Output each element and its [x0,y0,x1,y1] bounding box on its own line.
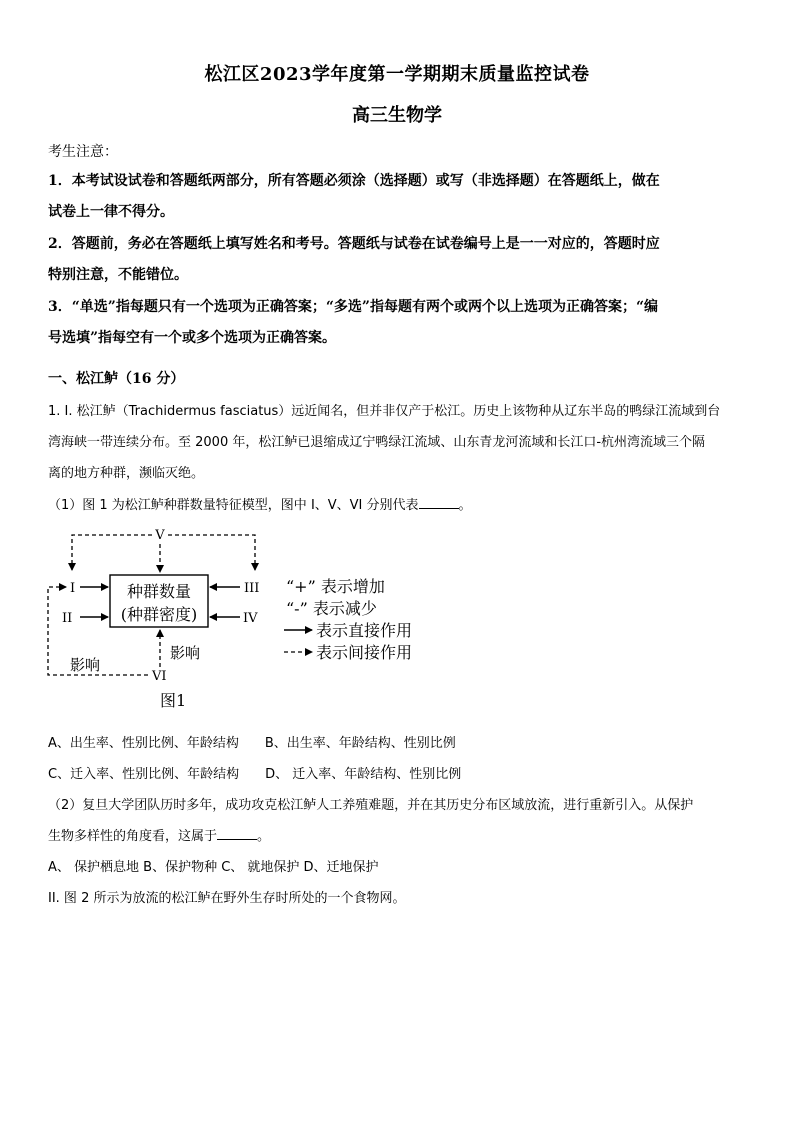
label-iv: IV [243,611,258,626]
exam-title: 松江区2023学年度第一学期期末质量监控试卷 [204,64,590,85]
q2-options: A、 保护栖息地 B、保护物种 C、 就地保护 D、迁地保护 [48,860,379,875]
figure-caption: 图1 [160,691,187,710]
intro-line: 湾海峡一带连续分布。至 2000 年，松江鲈已退缩成辽宁鸭绿江流域、山东青龙河流域和长江口-杭州湾流域三个隔 [48,435,706,450]
influence-label-left: 影响 [70,656,101,674]
question-2-line: （2）复旦大学团队历时多年，成功攻克松江鲈人工养殖难题，并在其历史分布区域放流，进行重新引入。从保护 [48,798,694,813]
question-1 [48,494,748,513]
label-ii: II [62,611,73,626]
intro-line: 1. I. 松江鲈（Trachidermus fasciatus）远近闻名，但并非仅产于松江。历史上该物种从辽东半岛的鸭绿江流域到台 [48,404,721,419]
influence-label-bottom: 影响 [170,644,201,662]
label-vi: VI [152,669,167,684]
question-2-line2 [48,825,748,844]
notice-item: 2．答题前，务必在答题纸上填写姓名和考号。答题纸与试卷在试卷编号上是一一对应的，答题时应 [48,236,660,252]
part-2-intro: II. 图 2 所示为放流的松江鲈在野外生存时所处的一个食物网。 [48,891,406,906]
label-i: I [70,581,76,596]
label-iii: III [244,581,260,596]
question-2-text: 生物多样性的角度看，这属于 [48,829,218,844]
notice-item: 号选填”指每空有一个或多个选项为正确答案。 [48,330,337,346]
notice-heading: 考生注意： [48,144,118,160]
notice-item: 试卷上一律不得分。 [48,204,174,220]
question-1-end: 。 [458,498,472,513]
exam-subject: 高三生物学 [352,105,442,126]
q1-option-line: A、出生率、性别比例、年龄结构 B、出生率、年龄结构、性别比例 [48,736,456,751]
figure-1-diagram [40,520,460,715]
q1-option-line: C、迁入率、性别比例、年龄结构 D、 迁入率、年龄结构、性别比例 [48,767,462,782]
population-box-line2: (种群密度) [120,605,198,624]
notice-item: 1．本考试设试卷和答题纸两部分，所有答题必须涂（选择题）或写（非选择题）在答题纸上，做在 [48,173,660,189]
legend-indirect: 表示间接作用 [316,643,413,662]
legend-minus: “-” 表示减少 [286,599,377,618]
legend-direct: 表示直接作用 [316,621,413,640]
notice-item: 3．“单选”指每题只有一个选项为正确答案；“多选”指每题有两个或两个以上选项为正确答案；“编 [48,299,659,315]
section-heading: 一、松江鲈（16 分） [48,371,185,387]
question-2-end: 。 [257,829,271,844]
population-box-line1: 种群数量 [126,582,192,601]
intro-line: 离的地方种群，濒临灭绝。 [48,466,205,481]
answer-blank[interactable] [217,827,257,840]
answer-blank[interactable] [419,496,459,509]
question-1-text: （1）图 1 为松江鲈种群数量特征模型，图中 I、V、VI 分别代表 [48,498,419,513]
label-v: V [155,528,165,543]
legend-plus: “+” 表示增加 [286,577,385,596]
notice-item: 特别注意，不能错位。 [48,267,188,283]
